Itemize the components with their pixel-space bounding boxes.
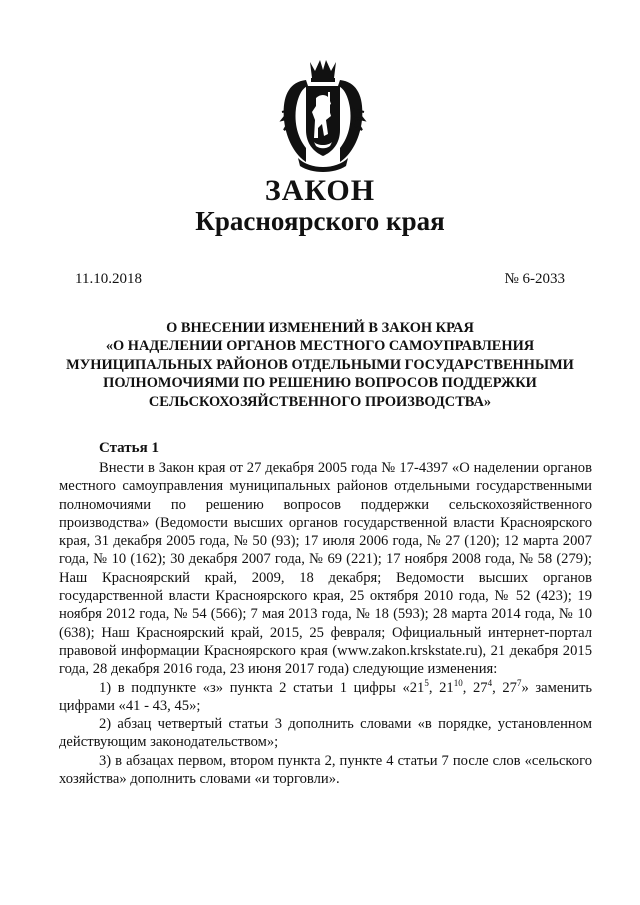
- law-number: № 6-2033: [504, 271, 565, 287]
- superscript: 7: [516, 677, 522, 688]
- region-name: Красноярского края: [195, 206, 445, 236]
- article-intro-paragraph: Внести в Закон края от 27 декабря 2005 года № 17-4397 «О наделении органов местного самоуправления муниципальных районов отдельными государственными полномочиями по решению вопросов поддержки сельскохозяйственного производства» (Ведомости высших органов государственной власти Красноярского края, 31 декабря 2005 года, № 50 (93); 17 июля 2006 года, № 27 (120); 12 марта 2007 года, № 10 (162); 30 декабря 2007 года, № 69 (221); 17 ноября 2008 года, № 58 (279); Наш Красноярский край, 2009, 18 декабря; Ведомости высших органов государственной власти Красноярского края, 25 октября 2010 года, № 52 (423); 19 ноября 2012 года, № 54 (566); 7 мая 2013 года, № 18 (593); 28 марта 2014 года, № 10 (638); Наш Красноярский край, 2015, 25 февраля; Официальный интернет-портал правовой информации Красноярского края (www.zakon.krskstate.ru), 21 декабря 2015 года, 28 декабря 2016 года, 23 июня 2017 года) следующие изменения:: [59, 460, 592, 678]
- superscript: 5: [424, 677, 429, 688]
- heading-line: О ВНЕСЕНИИ ИЗМЕНЕНИЙ В ЗАКОН КРАЯ: [166, 320, 474, 336]
- item1-suffix: » заменить цифрами «41 - 43, 45»;: [59, 679, 593, 714]
- amendment-item-2: 2) абзац четвертый статьи 3 дополнить словами «в порядке, установленном действующим законодательством»;: [59, 716, 592, 751]
- article-heading: Статья 1: [99, 440, 159, 456]
- heading-line: ПОЛНОМОЧИЯМИ ПО РЕШЕНИЮ ВОПРОСОВ ПОДДЕРЖКИ: [103, 375, 537, 392]
- superscript: 4: [487, 677, 493, 688]
- law-label: ЗАКОН: [264, 174, 376, 207]
- item1-text: , 21: [428, 679, 454, 696]
- item1-text: , 27: [462, 679, 488, 696]
- heading-line: «О НАДЕЛЕНИИ ОРГАНОВ МЕСТНОГО САМОУПРАВЛЕНИЯ: [105, 338, 535, 355]
- law-date: 11.10.2018: [75, 271, 142, 287]
- law-heading: [40, 319, 600, 411]
- heading-line: СЕЛЬСКОХОЗЯЙСТВЕННОГО ПРОИЗВОДСТВА»: [148, 393, 492, 410]
- item1-prefix: 1) в подпункте «з» пункта 2 статьи 1 цифры «21: [99, 679, 425, 696]
- amendment-item-3: 3) в абзацах первом, втором пункта 2, пункте 4 статьи 7 после слов «сельского хозяйства» дополнить словами «и торговли».: [59, 752, 592, 788]
- article-body: [59, 459, 592, 788]
- heading-line: МУНИЦИПАЛЬНЫХ РАЙОНОВ ОТДЕЛЬНЫМИ ГОСУДАРСТВЕННЫМИ: [66, 356, 574, 373]
- item1-text: , 27: [492, 679, 517, 696]
- superscript: 10: [453, 677, 463, 688]
- amendment-item-1: [59, 679, 592, 716]
- coat-of-arms-emblem: [276, 58, 370, 174]
